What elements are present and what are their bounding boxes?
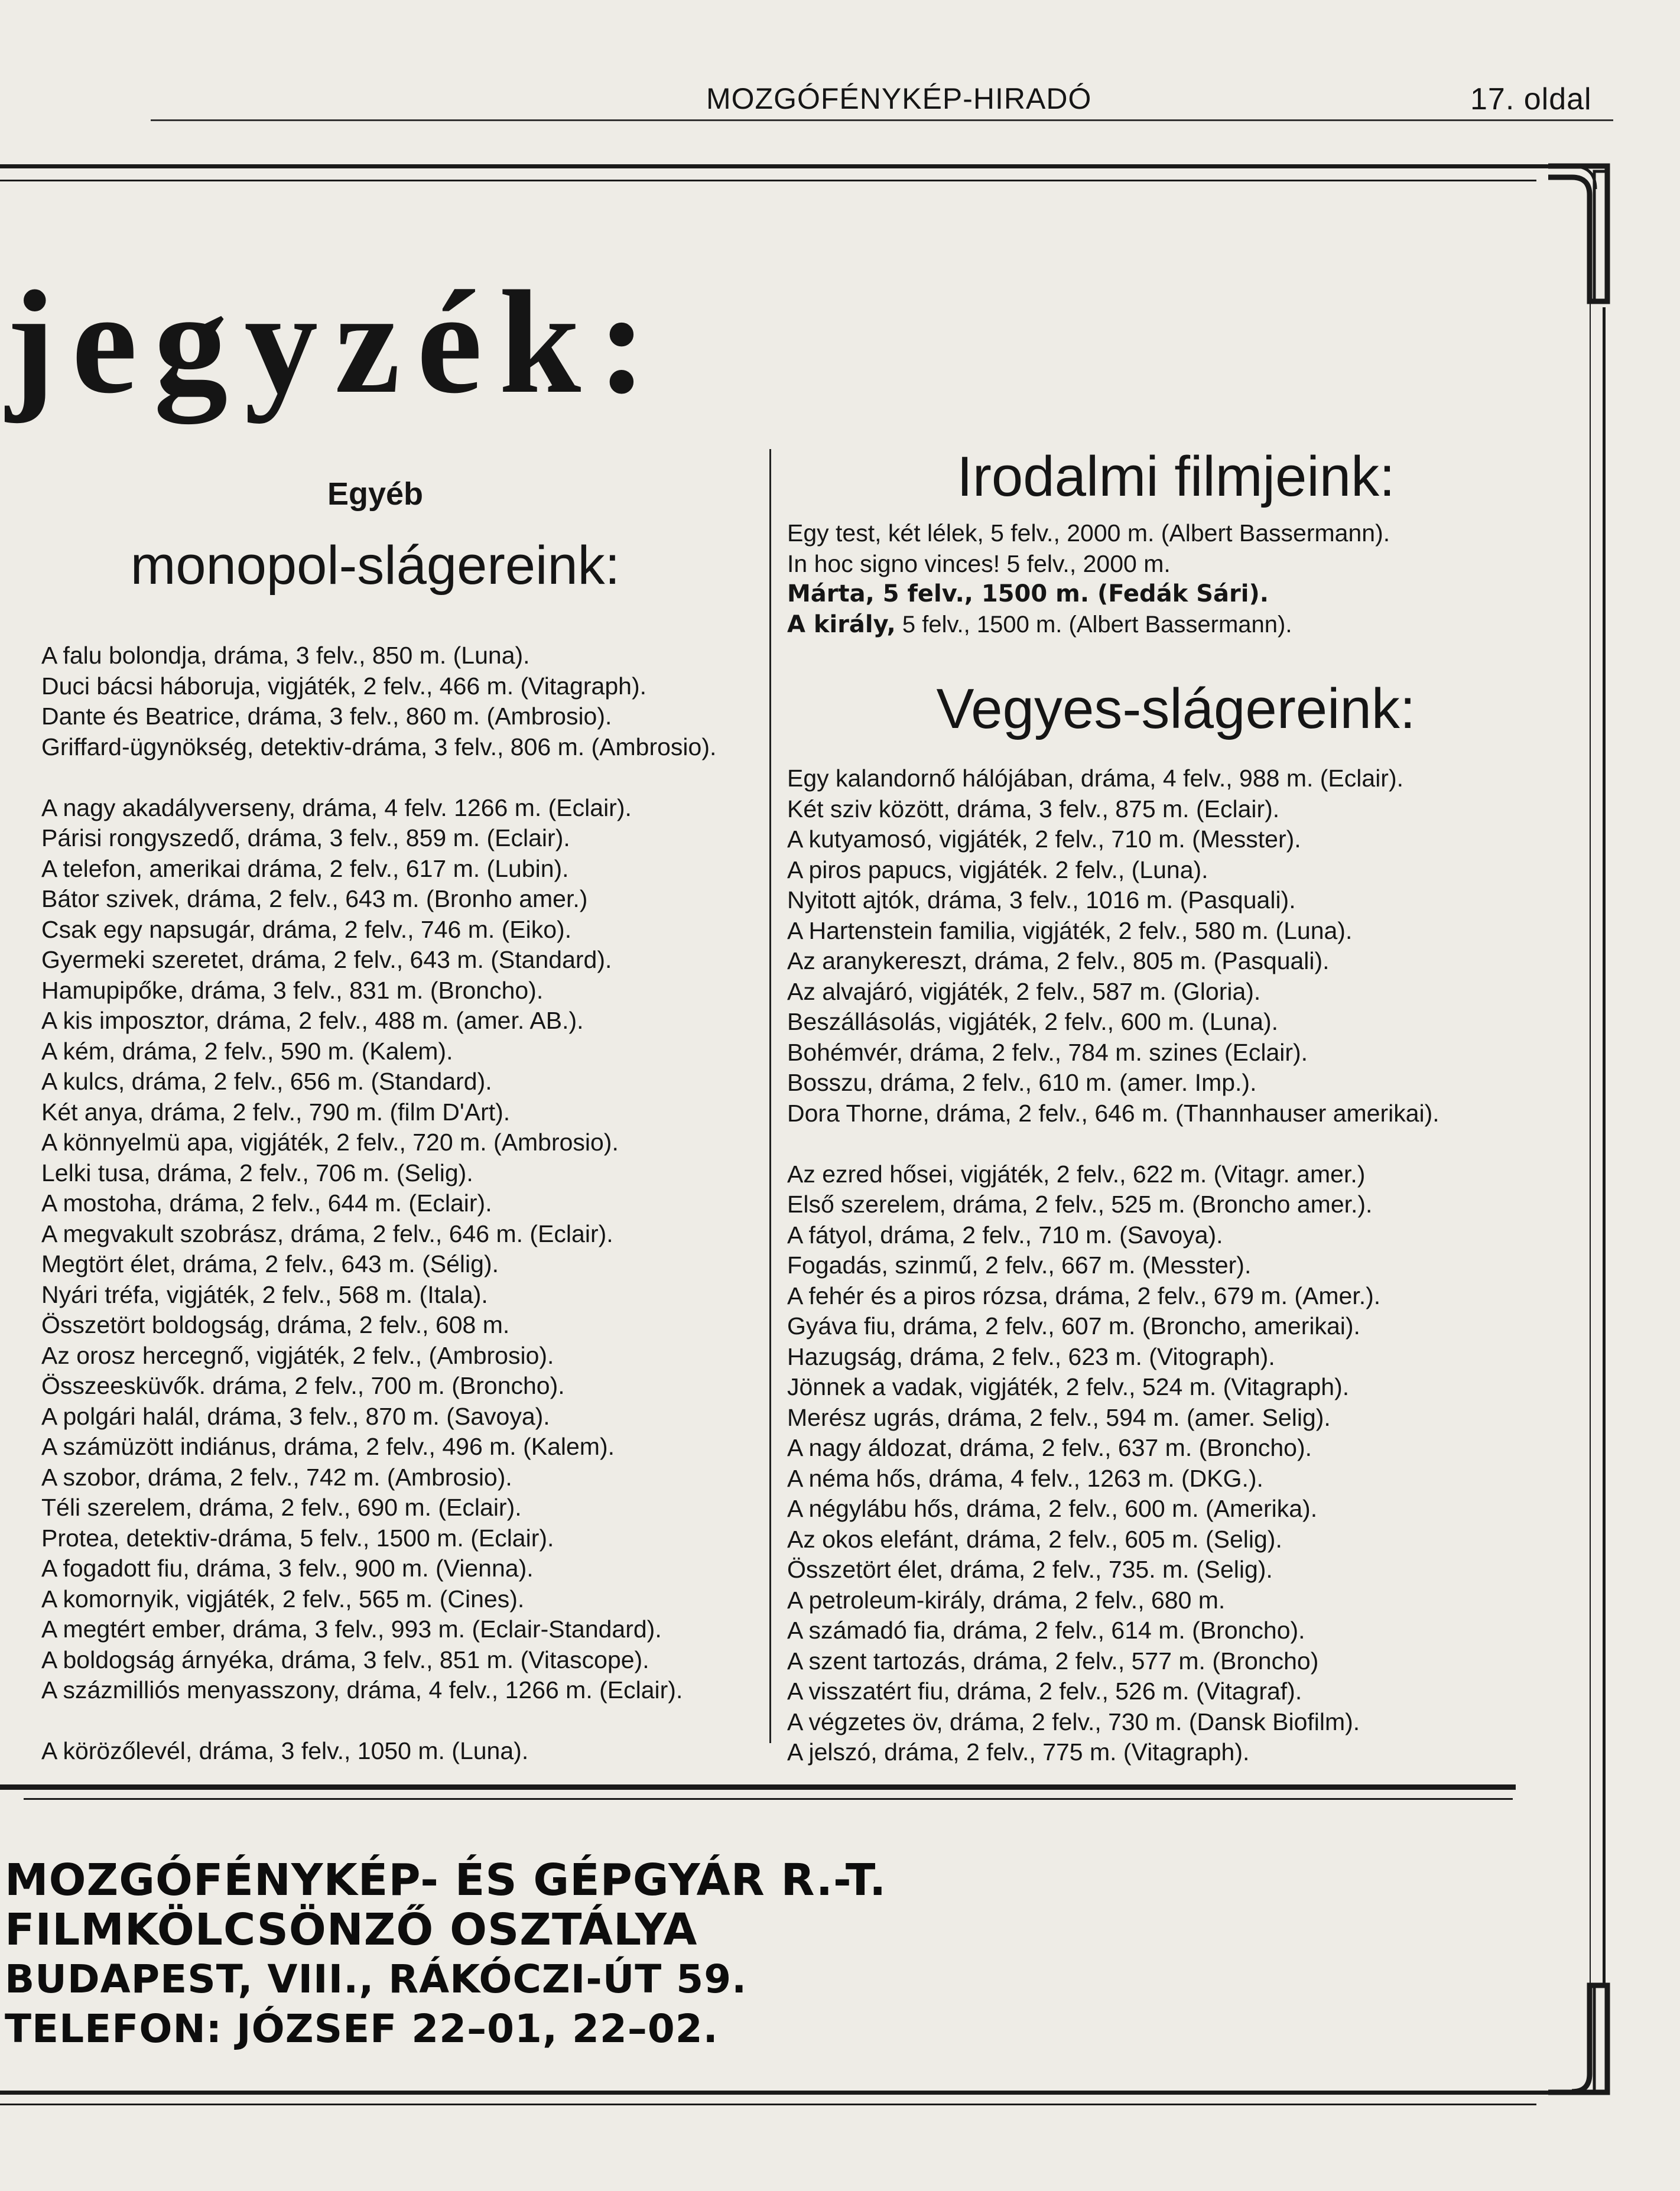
list-item: A körözőlevél, dráma, 3 felv., 1050 m. (Luna). bbox=[41, 1737, 529, 1764]
big-heading: jegyzék: bbox=[6, 261, 664, 424]
list-item: Nyári tréfa, vigjáték, 2 felv., 568 m. (Itala). bbox=[41, 1280, 488, 1308]
list-item: Nyitott ajtók, dráma, 3 felv., 1016 m. (Pasquali). bbox=[787, 886, 1296, 914]
list-item: Két sziv között, dráma, 3 felv., 875 m. (Eclair). bbox=[787, 795, 1280, 823]
list-item: Jönnek a vadak, vigjáték, 2 felv., 524 m. (Vitagraph). bbox=[787, 1373, 1350, 1400]
literary-section-title: Irodalmi filmjeink: bbox=[957, 445, 1395, 508]
list-item: A végzetes öv, dráma, 2 felv., 730 m. (Dansk Biofilm). bbox=[787, 1708, 1360, 1735]
list-item: Megtört élet, dráma, 2 felv., 643 m. (Sélig). bbox=[41, 1250, 499, 1277]
list-item: Dora Thorne, dráma, 2 felv., 646 m. (Thannhauser amerikai). bbox=[787, 1099, 1439, 1127]
list-item: A fehér és a piros rózsa, dráma, 2 felv., 679 m. (Amer.). bbox=[787, 1282, 1381, 1309]
list-item: A négylábu hős, dráma, 2 felv., 600 m. (Amerika). bbox=[787, 1495, 1318, 1522]
list-item: A komornyik, vigjáték, 2 felv., 565 m. (Cines). bbox=[41, 1585, 525, 1613]
list-item: Bohémvér, dráma, 2 felv., 784 m. szines (Eclair). bbox=[787, 1038, 1308, 1066]
list-item: A petroleum-király, dráma, 2 felv., 680 m. bbox=[787, 1586, 1226, 1614]
list-item: A Hartenstein familia, vigjáték, 2 felv., 580 m. (Luna). bbox=[787, 916, 1353, 944]
list-item: Az ezred hősei, vigjáték, 2 felv., 622 m. (Vitagr. amer.) bbox=[787, 1160, 1366, 1188]
list-item-rest: 5 felv., 1500 m. (Albert Bassermann). bbox=[895, 611, 1292, 638]
list-item: A visszatért fiu, dráma, 2 felv., 526 m. (Vitagraf). bbox=[787, 1678, 1302, 1705]
list-item: A megvakult szobrász, dráma, 2 felv., 646 m. (Eclair). bbox=[41, 1220, 613, 1247]
left-section-title: monopol-slágereink: bbox=[130, 535, 620, 596]
list-item: A néma hős, dráma, 4 felv., 1263 m. (DKG.). bbox=[787, 1464, 1263, 1492]
list-item: Lelki tusa, dráma, 2 felv., 706 m. (Selig). bbox=[41, 1159, 473, 1186]
page-number: 17. oldal bbox=[1470, 82, 1592, 116]
list-item: Összetört boldogság, dráma, 2 felv., 608 m. bbox=[41, 1311, 510, 1338]
company-name: MOZGÓFÉNYKÉP- ÉS GÉPGYÁR R.-T. bbox=[5, 1855, 887, 1906]
list-item: A kutyamosó, vigjáték, 2 felv., 710 m. (Messter). bbox=[787, 825, 1301, 853]
list-item: A nagy akadályverseny, dráma, 4 felv. 1266 m. (Eclair). bbox=[41, 794, 632, 821]
list-item: A polgári halál, dráma, 3 felv., 870 m. (Savoya). bbox=[41, 1402, 550, 1430]
literary-film-list bbox=[787, 518, 1573, 640]
mixed-section-title: Vegyes-slágereink: bbox=[936, 677, 1416, 740]
list-item: Dante és Beatrice, dráma, 3 felv., 860 m. (Ambrosio). bbox=[41, 703, 612, 730]
list-item: A kis imposztor, dráma, 2 felv., 488 m. (amer. AB.). bbox=[41, 1007, 584, 1034]
list-item: A megtért ember, dráma, 3 felv., 993 m. (Eclair-Standard). bbox=[41, 1615, 662, 1643]
list-item: Az aranykereszt, dráma, 2 felv., 805 m. (Pasquali). bbox=[787, 947, 1330, 974]
list-item: Két anya, dráma, 2 felv., 790 m. (film D'Art). bbox=[41, 1098, 511, 1126]
list-item: A könnyelmü apa, vigjáték, 2 felv., 720 m. (Ambrosio). bbox=[41, 1129, 619, 1156]
mixed-film-list bbox=[787, 763, 1573, 1768]
list-item: Bátor szivek, dráma, 2 felv., 643 m. (Bronho amer.) bbox=[41, 885, 588, 912]
list-item: A telefon, amerikai dráma, 2 felv., 617 m. (Lubin). bbox=[41, 854, 569, 882]
list-item: A kulcs, dráma, 2 felv., 656 m. (Standard). bbox=[41, 1068, 492, 1095]
list-item: Összetört élet, dráma, 2 felv., 735. m. (Selig). bbox=[787, 1556, 1273, 1583]
running-header-title: MOZGÓFÉNYKÉP-HIRADÓ bbox=[706, 82, 1092, 115]
list-item: A mostoha, dráma, 2 felv., 644 m. (Eclair). bbox=[41, 1189, 492, 1217]
list-item: Hazugság, dráma, 2 felv., 623 m. (Vitograph). bbox=[787, 1342, 1275, 1370]
left-section-kicker: Egyéb bbox=[327, 476, 424, 512]
list-item: A számadó fia, dráma, 2 felv., 614 m. (Broncho). bbox=[787, 1617, 1305, 1644]
list-item: Merész ugrás, dráma, 2 felv., 594 m. (amer. Selig). bbox=[787, 1403, 1331, 1431]
list-item: Az orosz hercegnő, vigjáték, 2 felv., (Ambrosio). bbox=[41, 1341, 554, 1369]
list-item: A falu bolondja, dráma, 3 felv., 850 m. (Luna). bbox=[41, 642, 530, 669]
list-item: Csak egy napsugár, dráma, 2 felv., 746 m. (Eiko). bbox=[41, 915, 572, 943]
list-item: A piros papucs, vigjáték. 2 felv., (Luna). bbox=[787, 856, 1208, 883]
list-item: A számüzött indiánus, dráma, 2 felv., 496 m. (Kalem). bbox=[41, 1433, 615, 1460]
list-item: Egy test, két lélek, 5 felv., 2000 m. (Albert Bassermann). bbox=[787, 519, 1390, 547]
company-address: BUDAPEST, VIII., RÁKÓCZI-ÚT 59. bbox=[5, 1956, 748, 2002]
list-item: Fogadás, szinmű, 2 felv., 667 m. (Messter). bbox=[787, 1251, 1252, 1279]
company-advertisement bbox=[5, 1855, 1039, 2054]
list-item: Az okos elefánt, dráma, 2 felv., 605 m. (Selig). bbox=[787, 1525, 1282, 1553]
list-item: Protea, detektiv-dráma, 5 felv., 1500 m. (Eclair). bbox=[41, 1524, 554, 1552]
list-item: Gyermeki szeretet, dráma, 2 felv., 643 m. (Standard). bbox=[41, 946, 612, 973]
list-item: A jelszó, dráma, 2 felv., 775 m. (Vitagraph). bbox=[787, 1738, 1250, 1766]
list-item: A százmilliós menyasszony, dráma, 4 felv., 1266 m. (Eclair). bbox=[41, 1676, 683, 1704]
column-divider bbox=[769, 449, 771, 1743]
list-item: A kém, dráma, 2 felv., 590 m. (Kalem). bbox=[41, 1037, 453, 1065]
list-item: Egy kalandornő hálójában, dráma, 4 felv., 988 m. (Eclair). bbox=[787, 765, 1403, 792]
list-item: A szobor, dráma, 2 felv., 742 m. (Ambrosio). bbox=[41, 1463, 512, 1491]
list-item: Duci bácsi háboruja, vigjáték, 2 felv., 466 m. (Vitagraph). bbox=[41, 672, 646, 700]
list-item: Bosszu, dráma, 2 felv., 610 m. (amer. Imp.). bbox=[787, 1069, 1257, 1096]
list-item: Beszállásolás, vigjáték, 2 felv., 600 m. (Luna). bbox=[787, 1008, 1279, 1035]
list-item-mixed bbox=[787, 610, 1573, 641]
list-item: In hoc signo vinces! 5 felv., 2000 m. bbox=[787, 550, 1171, 577]
list-item: A fogadott fiu, dráma, 3 felv., 900 m. (Vienna). bbox=[41, 1555, 534, 1582]
monopol-film-list bbox=[41, 641, 756, 1767]
list-item: Gyáva fiu, dráma, 2 felv., 607 m. (Broncho, amerikai). bbox=[787, 1312, 1360, 1340]
list-item: A boldogság árnyéka, dráma, 3 felv., 851 m. (Vitascope). bbox=[41, 1646, 649, 1673]
list-item: Griffard-ügynökség, detektiv-dráma, 3 felv., 806 m. (Ambrosio). bbox=[41, 733, 717, 760]
list-item: Párisi rongyszedő, dráma, 3 felv., 859 m. (Eclair). bbox=[41, 824, 570, 851]
list-item: Hamupipőke, dráma, 3 felv., 831 m. (Broncho). bbox=[41, 976, 544, 1004]
list-item: Összeesküvők. dráma, 2 felv., 700 m. (Broncho). bbox=[41, 1372, 565, 1399]
list-item: Első szerelem, dráma, 2 felv., 525 m. (Broncho amer.). bbox=[787, 1191, 1373, 1218]
company-telephone: TELEFON: JÓZSEF 22–01, 22–02. bbox=[5, 2006, 719, 2052]
list-item: A nagy áldozat, dráma, 2 felv., 637 m. (Broncho). bbox=[787, 1434, 1312, 1461]
company-department: FILMKÖLCSÖNZŐ OSZTÁLYA bbox=[5, 1904, 698, 1955]
list-item: Téli szerelem, dráma, 2 felv., 690 m. (Eclair). bbox=[41, 1494, 522, 1521]
list-item: A szent tartozás, dráma, 2 felv., 577 m. (Broncho) bbox=[787, 1647, 1319, 1675]
list-item: A fátyol, dráma, 2 felv., 710 m. (Savoya). bbox=[787, 1221, 1223, 1249]
list-item-bold-part: A király, bbox=[787, 610, 896, 638]
list-item-bold: Márta, 5 felv., 1500 m. (Fedák Sári). bbox=[787, 580, 1269, 607]
list-item: Az alvajáró, vigjáték, 2 felv., 587 m. (Gloria). bbox=[787, 977, 1261, 1005]
